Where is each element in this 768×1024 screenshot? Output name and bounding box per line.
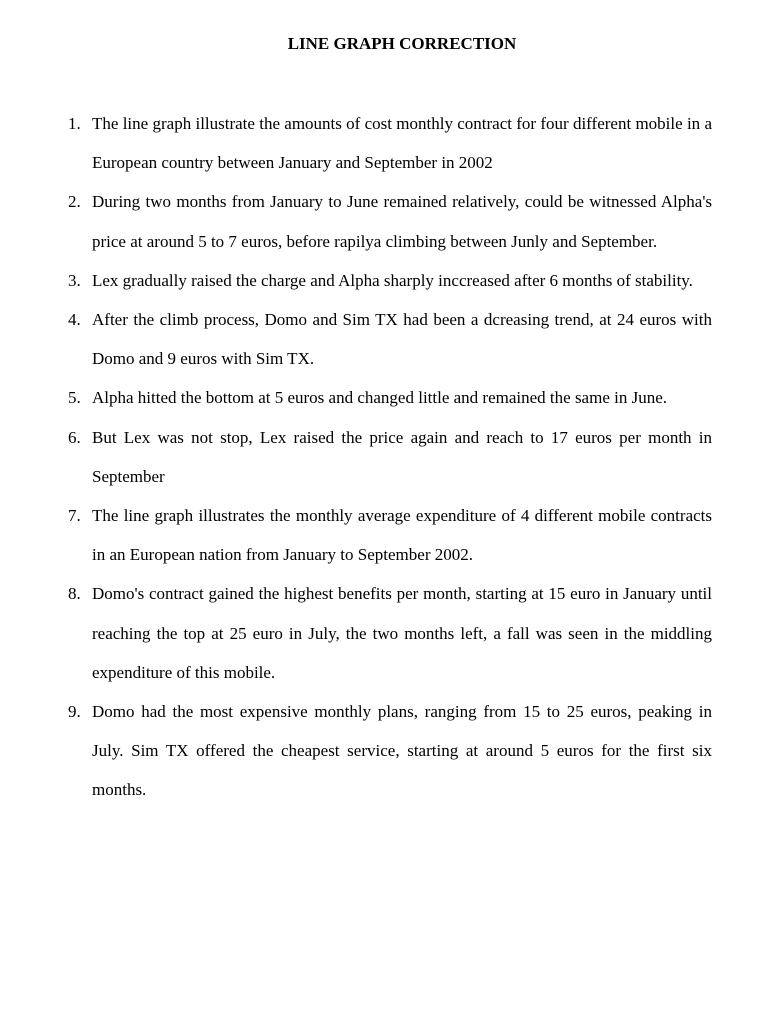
list-item <box>64 418 712 496</box>
list-item-text: During two months from January to June remained relatively, could be witnessed Alpha's price at around 5 to 7 euros, before rapilya climbing between Junly and September. <box>92 192 712 251</box>
list-item <box>64 104 712 182</box>
list-item <box>64 300 712 378</box>
list-item <box>64 182 712 260</box>
list-item-number: 7. <box>68 506 81 526</box>
list-item-text: Domo had the most expensive monthly plans, ranging from 15 to 25 euros, peaking in July. Sim TX offered the cheapest service, starting at around 5 euros for the first six months. <box>92 702 712 800</box>
list-item-number: 3. <box>68 270 81 290</box>
list-item-text: After the climb process, Domo and Sim TX had been a dcreasing trend, at 24 euros with Domo and 9 euros with Sim TX. <box>92 310 712 369</box>
list-item <box>64 574 712 692</box>
list-item <box>64 261 712 300</box>
list-item-number: 9. <box>68 702 81 722</box>
list-item-number: 2. <box>68 192 81 212</box>
document-title: LINE GRAPH CORRECTION <box>287 34 517 53</box>
list-item-text: Alpha hitted the bottom at 5 euros and changed little and remained the same in June. <box>92 388 668 408</box>
list-item-number: 4. <box>68 310 81 330</box>
list-item-number: 1. <box>68 114 81 133</box>
list-item-text: The line graph illustrate the amounts of cost monthly contract for four different mobile in a European country between January and September in 2002 <box>92 114 712 173</box>
list-item <box>64 378 712 417</box>
list-item-number: 8. <box>68 584 81 604</box>
list-item <box>64 692 712 810</box>
list-item <box>64 496 712 574</box>
list-item-text: The line graph illustrates the monthly average expenditure of 4 different mobile contracts in an European nation from January to September 2002. <box>92 506 712 565</box>
list-item-text: But Lex was not stop, Lex raised the price again and reach to 17 euros per month in September <box>92 427 712 486</box>
list-item-number: 5. <box>68 388 81 408</box>
list-item-text: Domo's contract gained the highest benefits per month, starting at 15 euro in January until reaching the top at 25 euro in July, the two months left, a fall was seen in the middling expenditure of this mobile. <box>92 584 712 682</box>
correction-list <box>64 104 712 810</box>
list-item-text: Lex gradually raised the charge and Alpha sharply inccreased after 6 months of stability. <box>92 270 693 290</box>
list-item-number: 6. <box>68 427 81 447</box>
